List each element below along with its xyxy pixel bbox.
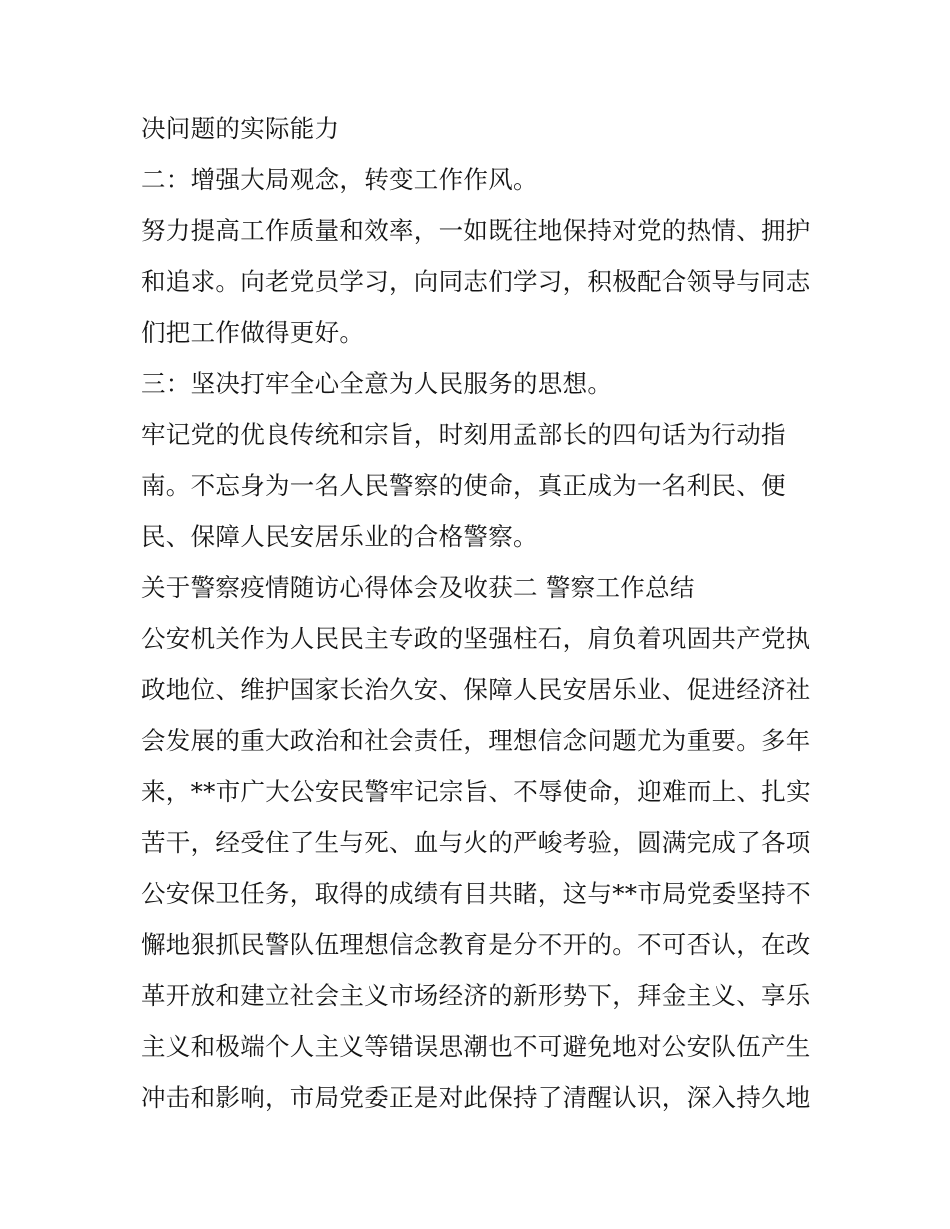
text-line: 苦干，经受住了生与死、血与火的严峻考验，圆满完成了各项 — [141, 828, 811, 857]
text-line: 革开放和建立社会主义市场经济的新形势下，拜金主义、享乐 — [141, 981, 811, 1010]
text-line: 来，**市广大公安民警牢记宗旨、不辱使命，迎难而上、扎实 — [141, 777, 811, 806]
section-heading: 三：坚决打牢全心全意为人民服务的思想。 — [141, 369, 613, 398]
text-line: 努力提高工作质量和效率，一如既往地保持对党的热情、拥护 — [141, 216, 811, 245]
text-line: 政地位、维护国家长治久安、保障人民安居乐业、促进经济社 — [141, 675, 811, 704]
text-line: 冲击和影响，市局党委正是对此保持了清醒认识，深入持久地 — [141, 1083, 811, 1112]
text-line: 主义和极端个人主义等错误思潮也不可避免地对公安队伍产生 — [141, 1032, 811, 1061]
text-line: 公安保卫任务，取得的成绩有目共睹，这与**市局党委坚持不 — [141, 879, 811, 908]
text-line: 公安机关作为人民民主专政的坚强柱石，肩负着巩固共产党执 — [141, 624, 811, 653]
text-line: 懈地狠抓民警队伍理想信念教育是分不开的。不可否认，在改 — [141, 930, 811, 959]
text-line: 会发展的重大政治和社会责任，理想信念问题尤为重要。多年 — [141, 726, 811, 755]
text-line: 民、保障人民安居乐业的合格警察。 — [141, 522, 538, 551]
text-line: 决问题的实际能力 — [141, 114, 340, 143]
text-line: 们把工作做得更好。 — [141, 318, 365, 347]
section-heading: 二：增强大局观念，转变工作作风。 — [141, 165, 538, 194]
text-line: 牢记党的优良传统和宗旨，时刻用孟部长的四句话为行动指 — [141, 420, 786, 449]
text-line: 和追求。向老党员学习，向同志们学习，积极配合领导与同志 — [141, 267, 811, 296]
text-line: 南。不忘身为一名人民警察的使命，真正成为一名利民、便 — [141, 471, 786, 500]
article-title: 关于警察疫情随访心得体会及收获二 警察工作总结 — [141, 573, 695, 602]
